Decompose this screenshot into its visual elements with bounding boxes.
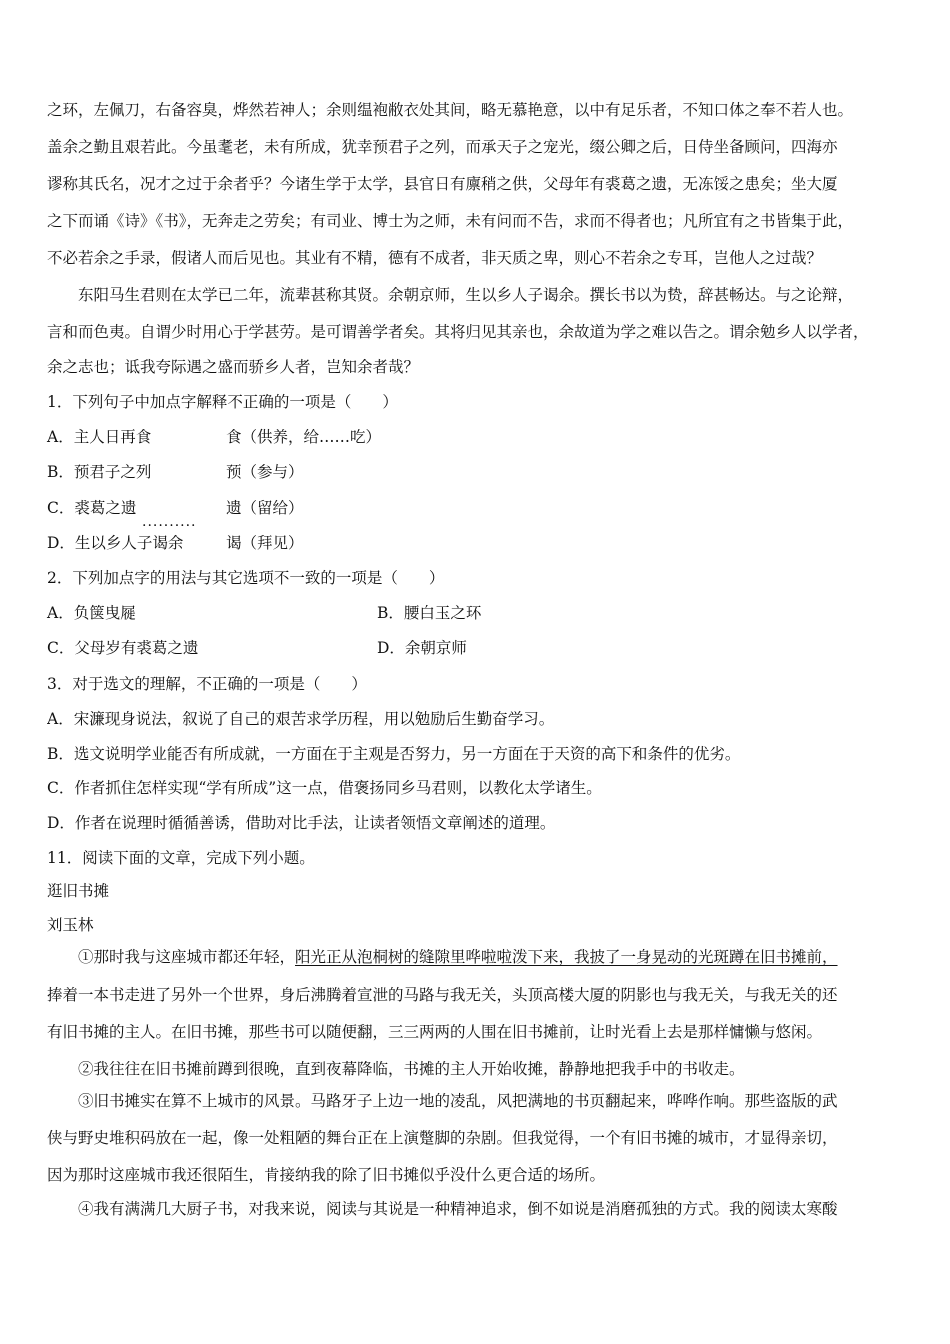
- article-paragraph-3: ③旧书摊实在算不上城市的风景。马路牙子上边一地的凌乱，风把满地的书页翻起来，哗哗作响。那些盗版的武: [47, 1092, 838, 1110]
- passage-line: 之下而诵《诗》《书》，无奔走之劳矣；有司业、博士为之师，未有问而不告，求而不得者也；凡所宜有之书皆集于此，: [47, 212, 854, 230]
- article-author: 刘玉林: [47, 916, 94, 934]
- question-1-stem: 1．下列句子中加点字解释不正确的一项是（ ）: [47, 393, 398, 411]
- passage-line: 余之志也；诋我夸际遇之盛而骄乡人者，岂知余者哉？: [47, 358, 420, 376]
- passage-line: 不必若余之手录，假诸人而后见也。其业有不精，德有不成者，非天质之卑，则心不若余之专耳，岂他人之过哉？: [47, 249, 823, 267]
- article-paragraph-4: ④我有满满几大厨子书，对我来说，阅读与其说是一种精神追求，倒不如说是消磨孤独的方式。我的阅读太寒酸: [47, 1200, 838, 1218]
- emphasis-dots: ..........: [142, 514, 197, 530]
- passage-line: 之环，左佩刀，右备容臭，烨然若神人；余则缊袍敝衣处其间，略无慕艳意，以中有足乐者，不知口体之奉不若人也。: [47, 101, 854, 119]
- article-line: 因为那时这座城市我还很陌生，肯接纳我的除了旧书摊似乎没什么更合适的场所。: [47, 1166, 606, 1184]
- q1-option-b: B．预君子之列: [47, 463, 152, 481]
- q1-option-b-note: 预（参与）: [226, 463, 304, 481]
- q2-option-c: C．父母岁有裘葛之遗: [47, 639, 199, 657]
- q3-option-c: C．作者抓住怎样实现“学有所成”这一点，借褒扬同乡马君则，以教化太学诸生。: [47, 779, 602, 797]
- article-paragraph-1: [47, 946, 907, 968]
- q3-option-a: A．宋濂现身说法，叙说了自己的艰苦求学历程，用以勉励后生勤奋学习。: [47, 710, 555, 728]
- passage-line: 言和而色夷。自谓少时用心于学甚劳。是可谓善学者矣。其将归见其亲也，余故道为学之难以告之。谓余勉乡人以学者，: [47, 323, 869, 341]
- q1-option-a-note: 食（供养，给……吃）: [226, 428, 382, 446]
- passage-line: 盖余之勤且艰若此。今虽耄老，未有所成，犹幸预君子之列，而承天子之宠光，缀公卿之后，日侍坐备顾问，四海亦: [47, 138, 838, 156]
- underlined-sentence: 阳光正从泡桐树的缝隙里哗啦啦泼下来，我披了一身晃动的光斑蹲在旧书摊前，: [295, 948, 838, 966]
- article-title: 逛旧书摊: [47, 882, 110, 900]
- article-line: 侠与野史堆积码放在一起，像一处粗陋的舞台正在上演蹩脚的杂剧。但我觉得，一个有旧书摊的城市，才显得亲切，: [47, 1129, 838, 1147]
- q2-option-d: D．余朝京师: [377, 639, 467, 657]
- passage-line: 东阳马生君则在太学已二年，流辈甚称其贤。余朝京师，生以乡人子谒余。撰长书以为贽，辞甚畅达。与之论辩，: [47, 286, 854, 304]
- article-line: 捧着一本书走进了另外一个世界，身后沸腾着宣泄的马路与我无关，头顶高楼大厦的阴影也与我无关，与我无关的还: [47, 986, 838, 1004]
- question-11-stem: 11．阅读下面的文章，完成下列小题。: [47, 849, 315, 867]
- q1-option-a: A．主人日再食: [47, 428, 152, 446]
- q1-option-c-note: 遗（留给）: [226, 499, 304, 517]
- paragraph-text: ①那时我与这座城市都还年轻，: [47, 948, 296, 966]
- question-2-stem: 2．下列加点字的用法与其它选项不一致的一项是（ ）: [47, 569, 445, 587]
- q1-option-d-note: 谒（拜见）: [226, 534, 304, 552]
- q1-option-c: C．裘葛之遗: [47, 499, 137, 517]
- passage-line: 谬称其氏名，况才之过于余者乎？今诸生学于太学，县官日有廪稍之供，父母年有裘葛之遗，无冻馁之患矣；坐大厦: [47, 175, 838, 193]
- q3-option-d: D．作者在说理时循循善诱，借助对比手法，让读者领悟文章阐述的道理。: [47, 814, 556, 832]
- question-3-stem: 3．对于选文的理解，不正确的一项是（ ）: [47, 675, 367, 693]
- q1-option-d: D．生以乡人子谒余: [47, 534, 184, 552]
- article-line: 有旧书摊的主人。在旧书摊，那些书可以随便翻，三三两两的人围在旧书摊前，让时光看上去是那样慵懒与悠闲。: [47, 1023, 823, 1041]
- q2-option-a: A．负箧曳屣: [47, 604, 136, 622]
- q2-option-b: B．腰白玉之环: [377, 604, 482, 622]
- article-paragraph-2: ②我往往在旧书摊前蹲到很晚，直到夜幕降临，书摊的主人开始收摊，静静地把我手中的书收走。: [47, 1060, 745, 1078]
- q3-option-b: B．选文说明学业能否有所成就，一方面在于主观是否努力，另一方面在于天资的高下和条件的优劣。: [47, 745, 741, 763]
